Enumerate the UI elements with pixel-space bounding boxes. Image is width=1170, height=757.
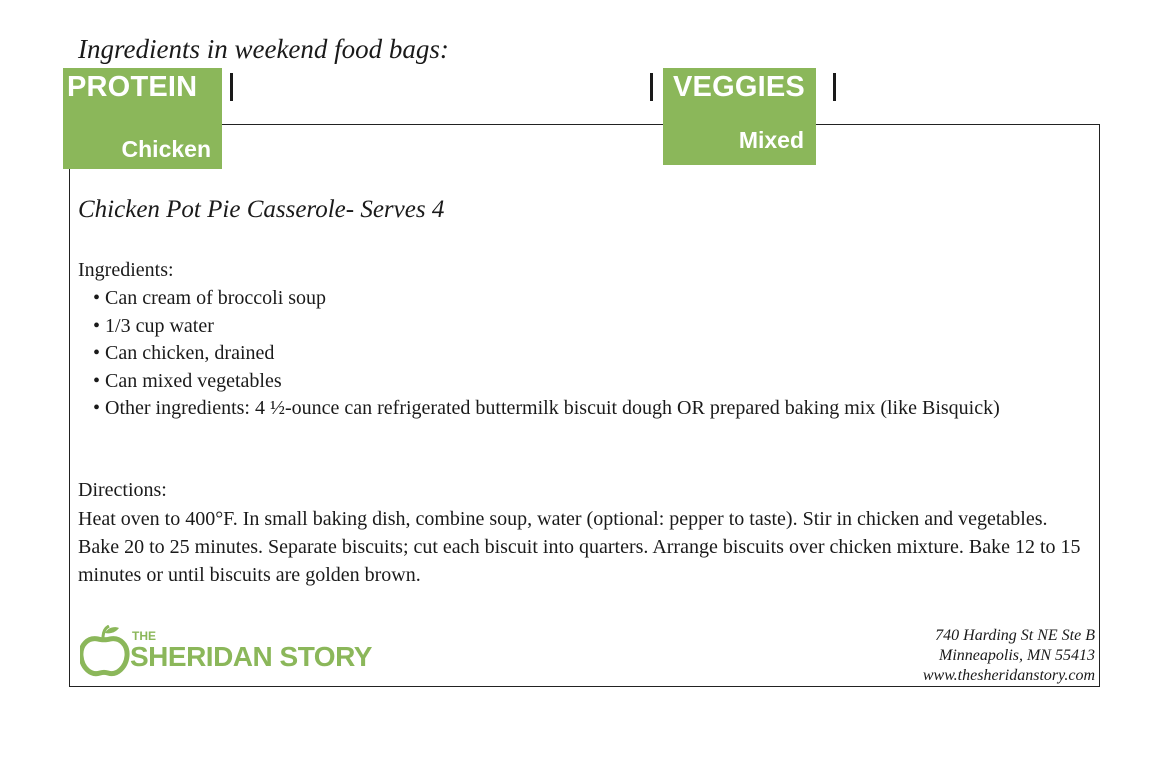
logo-large-text: SHERIDAN STORY <box>130 641 372 672</box>
recipe-title: Chicken Pot Pie Casserole- Serves 4 <box>78 196 445 223</box>
ingredient-item: • Can cream of broccoli soup <box>93 285 1083 313</box>
ingredient-item: • Can chicken, drained <box>93 340 1083 368</box>
ingredients-list <box>93 285 1083 423</box>
divider-bar <box>833 73 836 101</box>
ingredient-item: • Can mixed vegetables <box>93 368 1083 396</box>
sheridan-story-logo <box>80 625 390 677</box>
veggies-tag-value: Mixed <box>738 127 804 153</box>
address-block <box>923 626 1095 686</box>
page-title: Ingredients in weekend food bags: <box>78 34 449 64</box>
divider-bar <box>650 73 653 101</box>
directions-text: Heat oven to 400°F. In small baking dish, combine soup, water (optional: pepper to taste). Stir in chicken and vegetables. Bake 20 to 25 minutes. Separate biscuits; cut each biscuit into quarters. Arrange biscuits over chicken mixture. Bake 12 to 15 minutes or until biscuits are golden brown. <box>78 508 1081 586</box>
ingredient-item: • 1/3 cup water <box>93 313 1083 341</box>
veggies-tag <box>663 68 816 165</box>
protein-tag-title: PROTEIN <box>67 71 198 103</box>
directions-label: Directions: <box>78 479 167 501</box>
logo-small-text: THE <box>132 629 156 643</box>
ingredient-item: • Other ingredients: 4 ½-ounce can refrigerated buttermilk biscuit dough OR prepared baking mix (like Bisquick) <box>93 395 1083 423</box>
website-link[interactable]: www.thesheridanstory.com <box>922 667 1095 684</box>
protein-tag <box>63 68 222 169</box>
address-line2: Minneapolis, MN 55413 <box>939 647 1095 664</box>
address-line1: 740 Harding St NE Ste B <box>935 627 1095 644</box>
protein-tag-value: Chicken <box>121 136 211 162</box>
veggies-tag-title: VEGGIES <box>673 71 805 103</box>
divider-bar <box>230 73 233 101</box>
ingredients-label: Ingredients: <box>78 259 174 281</box>
